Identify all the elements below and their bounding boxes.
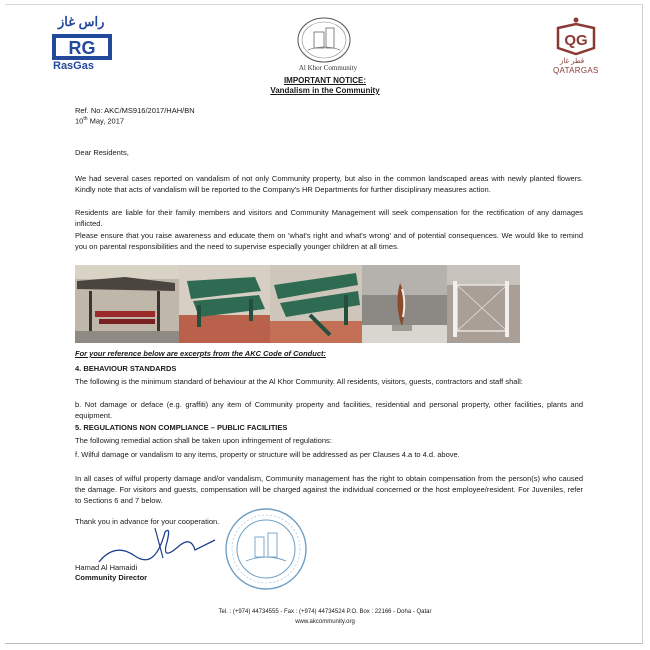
rasgas-logo-mark: RG: [68, 38, 96, 58]
signer-name: Hamad Al Hamaidi: [75, 563, 138, 572]
thank-you: Thank you in advance for your cooperation.: [75, 517, 220, 526]
paragraph-liability: Residents are liable for their family members and visitors and Community Management will seek compensation for the rectification of any damages inflicted.: [75, 208, 583, 228]
photo-broken-bench-2: [270, 265, 362, 343]
qatargas-arabic-name: قطر غاز: [560, 58, 585, 65]
section5-heading: 5. REGULATIONS NON COMPLIANCE – PUBLIC FACILITIES: [75, 423, 288, 432]
photo-damaged-canopy: [75, 265, 179, 343]
section5-paragraph: In all cases of wilful property damage and/or vandalism, Community management has the right to obtain compensation from the person(s) who caused the damage. For visitors and guests, compensation will be charged against the individual concerned or the host employee/resident. For Juveniles, refer to Sections 6 and 7 below.: [75, 474, 583, 505]
rasgas-name: RasGas: [53, 60, 94, 72]
salutation: Dear Residents,: [75, 148, 129, 157]
qatargas-name: QATARGAS: [553, 66, 599, 75]
photo-fence: [447, 265, 520, 343]
notice-subtitle: Vandalism in the Community: [270, 86, 380, 95]
section5-text: The following remedial action shall be taken upon infringement of regulations:: [75, 436, 332, 445]
qatargas-logo-mark: QG: [564, 32, 588, 49]
code-of-conduct-intro: For your reference below are excerpts from the AKC Code of Conduct:: [75, 349, 327, 358]
notice-date: 10th May, 2017: [75, 116, 125, 126]
footer-contact: Tel. : (+974) 44734555 - Fax : (+974) 44734524 P.O. Box : 22166 - Doha - Qatar: [218, 609, 432, 615]
reference-number: Ref. No: AKC/MS916/2017/HAH/BN: [75, 106, 195, 115]
notice-title: IMPORTANT NOTICE:: [283, 76, 367, 85]
signer-title: Community Director: [75, 573, 148, 582]
footer-website[interactable]: www.akcommunity.org: [295, 619, 355, 625]
photo-sculpture: [362, 265, 447, 343]
section4-text: The following is the minimum standard of behaviour at the Al Khor Community. All residents, visitors, guests, contractors and staff shall:: [75, 377, 523, 386]
section4-heading: 4. BEHAVIOUR STANDARDS: [75, 364, 177, 373]
akc-seal-icon: [294, 16, 354, 64]
community-stamp-icon: [222, 505, 310, 593]
photo-broken-bench-1: [179, 265, 270, 343]
section4-item-b: b. Not damage or deface (e.g. graffiti) any item of Community property and facilities, residential and personal property, other facilities, plants and equipment.: [75, 400, 583, 420]
paragraph-awareness: Please ensure that you raise awareness and educate them on 'what's right and what's wrong' and of potential consequences. We would like to remind you on parental responsibilities and the need to supervise especially younger children at all times.: [75, 231, 583, 251]
paragraph-vandalism-cases: We had several cases reported on vandalism of not only Community property, but also in the common landscaped areas with newly planted flowers. Kindly note that acts of vandalism will be reported to the Company's HR Departments for further disciplinary measures action.: [75, 174, 583, 194]
rasgas-arabic-name: راس غاز: [58, 14, 105, 29]
community-name: Al Khor Community: [298, 64, 358, 72]
section5-item-f: f. Wilful damage or vandalism to any items, property or structure will be addressed as per Clauses 4.a to 4.d. above.: [75, 450, 460, 459]
qatargas-logo-icon: [552, 16, 600, 58]
